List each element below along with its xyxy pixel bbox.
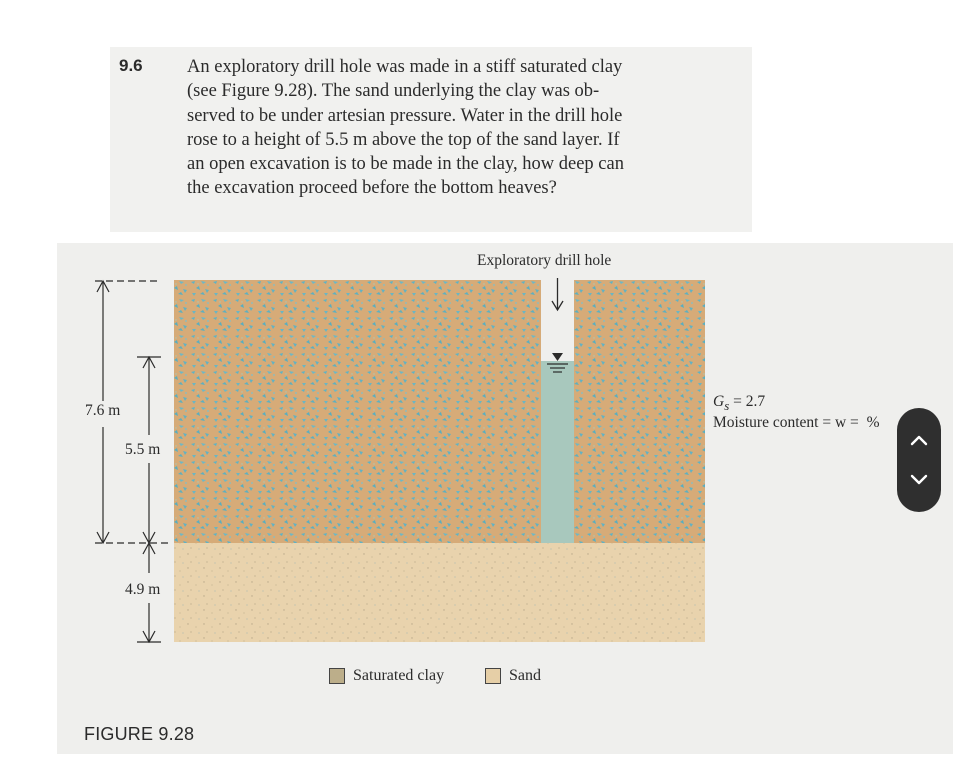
problem-line: An exploratory drill hole was made in a stiff saturated clay [187,57,623,77]
sand-layer [174,543,705,642]
page-navigator [897,408,941,512]
legend-sand [485,667,541,685]
clay-thickness-label: 7.6 m [85,402,121,419]
moisture-content-label [713,414,880,432]
clay-layer-right [574,280,705,543]
problem-line: the excavation proceed before the bottom heaves? [187,178,557,199]
problem-number: 9.6 [119,56,143,75]
problem-line: an open excavation is to be made in the clay, how deep can [187,154,624,175]
clay-layer-left [174,280,541,543]
problem-text [187,55,747,201]
drill-hole-label: Exploratory drill hole [477,252,612,269]
problem-line: rose to a height of 5.5 m above the top of the sand layer. If [187,129,620,150]
gs-value: = 2.7 [729,393,766,410]
legend-clay-label: Saturated clay [353,667,445,684]
gs-symbol: G [713,393,725,410]
sand-swatch [485,668,501,684]
moisture-text: Moisture content = w = [713,414,863,431]
next-button[interactable] [904,465,934,495]
sand-thickness-label: 4.9 m [125,581,161,598]
chevron-up-icon [910,434,928,446]
specific-gravity-label [713,393,765,414]
figure-caption: FIGURE 9.28 [84,724,195,744]
legend-clay [329,667,444,685]
clay-swatch [329,668,345,684]
legend-sand-label: Sand [509,667,541,684]
moisture-tail: % [866,414,880,431]
drill-hole-water [541,361,574,543]
figure-9-28 [57,243,953,754]
gs-subscript: s [724,398,730,414]
chevron-down-icon [910,474,928,486]
problem-line: served to be under artesian pressure. Water in the drill hole [187,105,623,126]
problem-statement [110,47,752,232]
problem-line: (see Figure 9.28). The sand underlying the clay was ob- [187,81,600,102]
previous-button[interactable] [904,425,934,455]
water-height-label: 5.5 m [125,441,161,458]
